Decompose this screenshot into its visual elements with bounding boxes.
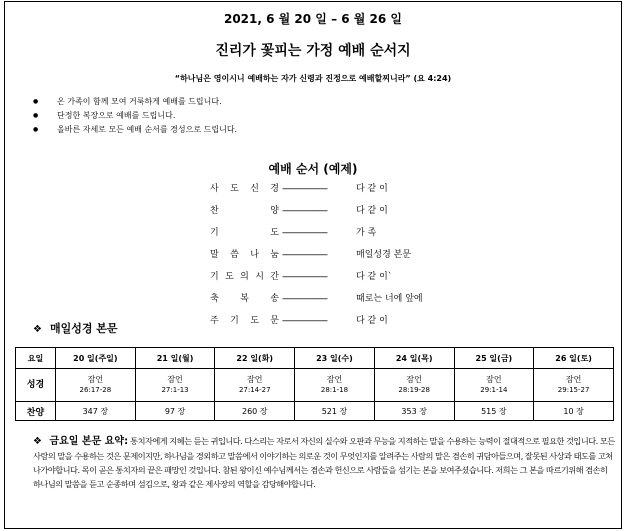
summary-title: 금요일 본문 요약 [49, 436, 125, 447]
table-header-row [16, 348, 614, 369]
worship-order-sheet [4, 1, 622, 529]
guideline-item: ● 올바른 자세로 모든 예배 순서를 경성으로 드립니다. [33, 123, 237, 137]
order-item-performer: 때로는 너에 앞에 [356, 294, 423, 304]
scripture-verse: “하나님은 영이시니 예배하는 자가 신령과 진정으로 예배할찌니라” (요 4:24) [174, 74, 452, 83]
section-heading-daily-bible [33, 320, 118, 336]
table-corner-cell: 요일 [16, 348, 56, 369]
order-item-performer: 다 같 이` [356, 272, 393, 282]
book-name: 잠언 [406, 375, 422, 384]
page-title: 진리가 꽃피는 가정 예배 순서지 [215, 43, 411, 59]
order-item-leader-dashes: -------------------- [282, 184, 327, 194]
order-item-blessing-song [210, 292, 440, 314]
order-item-label: 축 복 송 [210, 294, 280, 304]
table-row-hymn [16, 402, 614, 421]
order-item-performer: 다 같 이 [356, 206, 388, 216]
chapter-verse: 29:15-27 [557, 386, 590, 394]
chapter-verse: 27:14-27 [238, 386, 271, 394]
scripture-cell [454, 369, 534, 402]
order-item-leader-dashes: -------------------- [282, 272, 327, 282]
row-label: 찬양 [16, 402, 56, 421]
summary-body: 통치자에게 지혜는 듣는 귀입니다. 다스리는 자로서 자신의 실수와 오판과 무능을 지적하는 말을 수용하는 능력이 절대적으로 필요한 것입니다. 모든 사람의 말을 수용하는 것은 문제이지만, 하나님을 경외하고 말씀에서 이야기하는 의로운 것이 무엇인지를 알려주는 사람의 말은 겸손히 귀담아들으며, 잘못된 사상과 태도를 고쳐 나가야합니다. 목이 곧은 통치자의 끝은 패망인 것입니다. 참된 왕이신 예수님께서는 겸손과 헌신으로 사람들을 섬기는 본을 보여주셨습니다. 저희는 그 본을 따르기위해 겸손히 하나님의 말씀을 듣고 순종하며 섬김으로, 왕과 같은 제사장의 역할을 감당해야합니다. [33, 436, 615, 489]
day-header: 22 일(화) [215, 348, 295, 369]
guideline-list [33, 95, 237, 137]
day-header: 20 일(주일) [56, 348, 136, 369]
day-header: 23 일(수) [295, 348, 375, 369]
order-item-label: 찬 양 [210, 206, 280, 216]
hymn-cell: 260 장 [215, 402, 295, 421]
order-item-leader-dashes: -------------------- [282, 206, 327, 216]
day-header: 25 일(금) [454, 348, 534, 369]
diamond-bullet-icon: ❖ [33, 324, 42, 335]
hymn-cell: 353 장 [374, 402, 454, 421]
book-name: 잠언 [326, 375, 343, 384]
hymn-cell: 521 장 [295, 402, 375, 421]
worship-order-list [210, 182, 440, 336]
order-item-leader-dashes: -------------------- [282, 316, 327, 326]
table-row-scripture [16, 369, 614, 402]
scripture-cell [534, 369, 614, 402]
book-name: 잠언 [486, 375, 502, 384]
order-item-performer: 다 같 이 [356, 184, 388, 194]
order-title: 예배 순서 (예제) [268, 162, 358, 176]
order-item-leader-dashes: -------------------- [282, 250, 327, 260]
order-item-lords-prayer [210, 314, 440, 336]
order-item-performer: 가 족 [356, 228, 377, 238]
scripture-cell [374, 369, 454, 402]
scripture-cell [215, 369, 295, 402]
order-item-label: 사 도 신 경 [210, 184, 280, 194]
scripture-cell [135, 369, 215, 402]
reading-schedule-table [15, 347, 614, 421]
chapter-verse: 27:1-13 [161, 386, 189, 394]
order-item-leader-dashes: -------------------- [282, 294, 327, 304]
order-item-performer: 다 같 이 [356, 316, 388, 326]
order-item-label: 말 씀 나 눔 [210, 250, 280, 260]
scripture-cell [295, 369, 375, 402]
order-item-prayer [210, 226, 440, 248]
row-label: 성경 [16, 369, 56, 402]
chapter-verse: 29:1-14 [480, 386, 508, 394]
book-name: 잠언 [167, 375, 183, 384]
book-name: 잠언 [565, 375, 582, 384]
chapter-verse: 28:1-18 [320, 386, 349, 394]
day-header: 21 일(월) [135, 348, 215, 369]
chapter-verse: 26:17-28 [79, 386, 112, 394]
order-item-label: 기 도 [210, 228, 280, 238]
book-name: 잠언 [87, 375, 104, 384]
guideline-item: ● 온 가족이 함께 모여 거룩하게 예배를 드립니다. [33, 95, 237, 109]
hymn-cell: 10 장 [534, 402, 614, 421]
order-item-creed [210, 182, 440, 204]
scripture-cell [56, 369, 136, 402]
section-title: 매일성경 본문 [49, 322, 118, 335]
order-item-leader-dashes: -------------------- [282, 228, 327, 238]
date-range: 2021, 6 월 20 일 – 6 월 26 일 [223, 12, 403, 26]
guideline-item: ● 단정한 복장으로 예배를 드립니다. [33, 109, 237, 123]
order-item-praise [210, 204, 440, 226]
order-item-sharing [210, 248, 440, 270]
summary-colon: : [124, 436, 129, 447]
order-item-label: 기 도 의 시 간 [210, 272, 280, 282]
order-item-prayer-time [210, 270, 440, 292]
hymn-cell: 347 장 [56, 402, 136, 421]
diamond-bullet-icon: ❖ [33, 436, 42, 447]
book-name: 잠언 [247, 375, 263, 384]
chapter-verse: 28:19-28 [398, 386, 430, 394]
day-header: 24 일(목) [374, 348, 454, 369]
order-item-performer: 매일성경 본문 [356, 250, 412, 260]
day-header: 26 일(토) [534, 348, 614, 369]
hymn-cell: 97 장 [135, 402, 215, 421]
friday-summary [33, 434, 615, 491]
hymn-cell: 515 장 [454, 402, 534, 421]
order-item-label: 주 기 도 문 [210, 316, 280, 326]
